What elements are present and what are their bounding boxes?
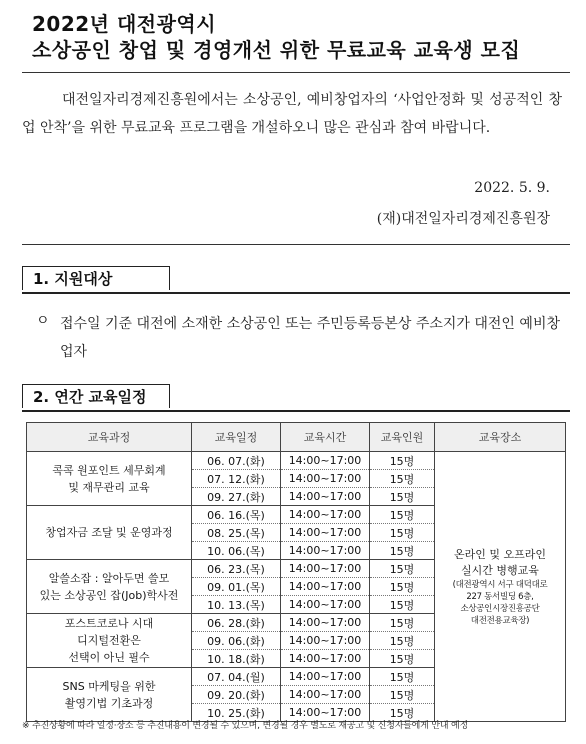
session-people: 15명 (370, 560, 435, 578)
session-date: 07. 04.(월) (192, 668, 281, 686)
session-people: 15명 (370, 614, 435, 632)
col-course: 교육과정 (27, 423, 192, 452)
course-name: 알쓸소잡 : 알아두면 쓸모 있는 소상공인 잡(Job)학사전 (27, 560, 192, 614)
session-date: 09. 20.(화) (192, 686, 281, 704)
title-divider (22, 72, 570, 73)
col-place: 교육장소 (435, 423, 566, 452)
notice-signer: (재)대전일자리경제진흥원장 (376, 211, 550, 227)
session-people: 15명 (370, 596, 435, 614)
section2-header (22, 384, 570, 412)
section1-title: 1. 지원대상 (22, 266, 170, 290)
course-name: 창업자금 조달 및 운영과정 (27, 506, 192, 560)
intro-divider (22, 244, 570, 245)
place-cell (435, 452, 566, 722)
session-time: 14:00~17:00 (281, 560, 370, 578)
session-date: 08. 25.(목) (192, 524, 281, 542)
session-date: 10. 06.(목) (192, 542, 281, 560)
session-people: 15명 (370, 704, 435, 722)
session-date: 06. 28.(화) (192, 614, 281, 632)
session-date: 09. 06.(화) (192, 632, 281, 650)
session-time: 14:00~17:00 (281, 470, 370, 488)
session-time: 14:00~17:00 (281, 452, 370, 470)
session-time: 14:00~17:00 (281, 686, 370, 704)
place-detail: (대전광역시 서구 대덕대로 227 동서빌딩 6층, 소상공인시장진흥공단 대전전용교육장) (452, 579, 548, 626)
course-name: SNS 마케팅을 위한 촬영기법 기초과정 (27, 668, 192, 722)
session-date: 06. 16.(목) (192, 506, 281, 524)
session-time: 14:00~17:00 (281, 614, 370, 632)
session-people: 15명 (370, 632, 435, 650)
notice-date: 2022. 5. 9. (474, 180, 550, 196)
page-title-line1: 2022년 대전광역시 (32, 12, 217, 36)
session-time: 14:00~17:00 (281, 596, 370, 614)
session-people: 15명 (370, 506, 435, 524)
bullet-mark: ㅇ (36, 313, 50, 329)
session-people: 15명 (370, 542, 435, 560)
session-people: 15명 (370, 668, 435, 686)
session-date: 06. 23.(목) (192, 560, 281, 578)
session-date: 10. 25.(화) (192, 704, 281, 722)
schedule-header-row (27, 423, 566, 452)
session-time: 14:00~17:00 (281, 632, 370, 650)
session-date: 09. 27.(화) (192, 488, 281, 506)
session-people: 15명 (370, 488, 435, 506)
session-date: 10. 13.(목) (192, 596, 281, 614)
session-time: 14:00~17:00 (281, 704, 370, 722)
col-date: 교육일정 (192, 423, 281, 452)
schedule-table (26, 422, 566, 722)
course-name: 콕콕 원포인트 세무회계 및 재무관리 교육 (27, 452, 192, 506)
session-time: 14:00~17:00 (281, 488, 370, 506)
session-date: 07. 12.(화) (192, 470, 281, 488)
session-date: 10. 18.(화) (192, 650, 281, 668)
col-time: 교육시간 (281, 423, 370, 452)
session-people: 15명 (370, 452, 435, 470)
course-name: 포스트코로나 시대 디지털전환은 선택이 아닌 필수 (27, 614, 192, 668)
table-row (27, 452, 566, 470)
page-title-line2: 소상공인 창업 및 경영개선 위한 무료교육 교육생 모집 (32, 38, 521, 62)
session-time: 14:00~17:00 (281, 524, 370, 542)
session-people: 15명 (370, 578, 435, 596)
session-date: 06. 07.(화) (192, 452, 281, 470)
session-time: 14:00~17:00 (281, 650, 370, 668)
session-people: 15명 (370, 524, 435, 542)
session-time: 14:00~17:00 (281, 668, 370, 686)
session-date: 09. 01.(목) (192, 578, 281, 596)
session-people: 15명 (370, 686, 435, 704)
place-main: 온라인 및 오프라인 실시간 병행교육 (453, 547, 546, 577)
session-people: 15명 (370, 470, 435, 488)
session-time: 14:00~17:00 (281, 506, 370, 524)
session-time: 14:00~17:00 (281, 542, 370, 560)
col-people: 교육인원 (370, 423, 435, 452)
section1-header (22, 266, 570, 294)
section2-title: 2. 연간 교육일정 (22, 384, 170, 408)
footnote: ※ 추진상황에 따라 일정·장소 등 추진내용이 변경될 수 있으며, 변경될 경우 별도로 재공고 및 신청자들에게 안내 예정 (22, 721, 468, 731)
eligibility-text: 접수일 기준 대전에 소재한 소상공인 또는 주민등록등본상 주소지가 대전인 예비창업자 (60, 316, 560, 360)
intro-paragraph: 대전일자리경제진흥원에서는 소상공인, 예비창업자의 ‘사업안정화 및 성공적인 창업 안착’을 위한 무료교육 프로그램을 개설하오니 많은 관심과 참여 바랍니다. (22, 92, 562, 136)
session-people: 15명 (370, 650, 435, 668)
session-time: 14:00~17:00 (281, 578, 370, 596)
